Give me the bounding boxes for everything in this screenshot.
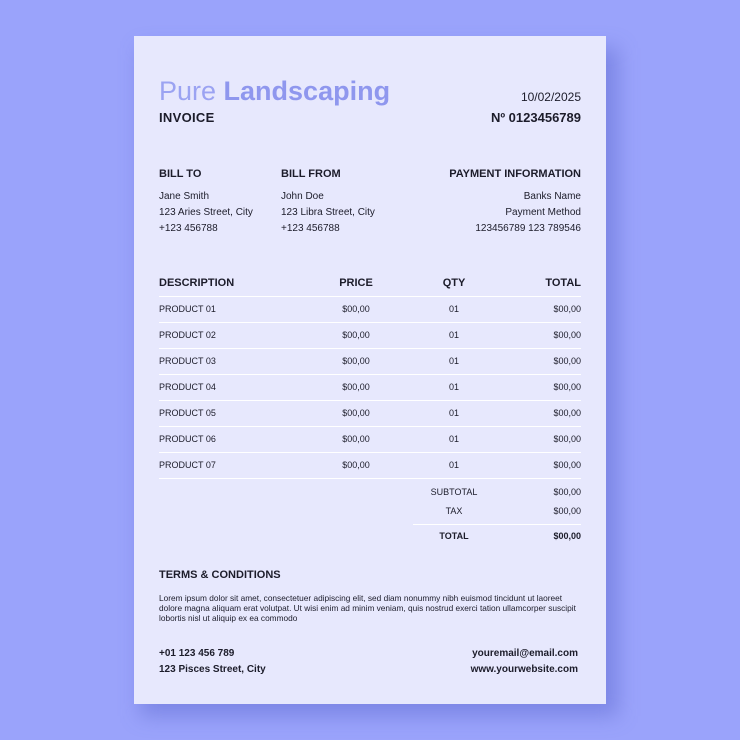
table-header [159, 276, 581, 297]
invoice-page [134, 36, 606, 704]
row-price: $00,00 [342, 408, 370, 418]
row-qty: 01 [448, 460, 459, 470]
footer-contact-left [159, 646, 266, 678]
header-price: PRICE [339, 277, 373, 289]
payment-bank: Banks Name [523, 191, 581, 202]
subtotal-label: SUBTOTAL [430, 487, 478, 497]
row-total: $00,00 [553, 330, 581, 340]
row-qty: 01 [448, 408, 459, 418]
table-row [159, 452, 581, 479]
row-price: $00,00 [342, 356, 370, 366]
row-qty: 01 [448, 434, 459, 444]
row-total: $00,00 [553, 304, 581, 314]
row-price: $00,00 [342, 460, 370, 470]
payment-account: 123456789 123 789546 [475, 223, 581, 234]
row-price: $00,00 [342, 382, 370, 392]
table-row [159, 426, 581, 453]
document-title: INVOICE [159, 110, 215, 125]
table-row [159, 296, 581, 323]
row-description: PRODUCT 04 [159, 382, 216, 392]
summary-divider [413, 524, 581, 525]
row-qty: 01 [448, 304, 459, 314]
row-description: PRODUCT 06 [159, 434, 216, 444]
row-total: $00,00 [553, 408, 581, 418]
invoice-date: 10/02/2025 [520, 90, 581, 104]
row-description: PRODUCT 05 [159, 408, 216, 418]
brand-name-light: Pure [159, 76, 224, 106]
table-row [159, 400, 581, 427]
bill-from-phone: +123 456788 [281, 223, 340, 234]
bill-to-heading: BILL TO [159, 168, 202, 180]
payment-heading: PAYMENT INFORMATION [449, 168, 581, 180]
table-row [159, 348, 581, 375]
row-price: $00,00 [342, 304, 370, 314]
row-description: PRODUCT 01 [159, 304, 216, 314]
table-row [159, 322, 581, 349]
row-total: $00,00 [553, 356, 581, 366]
header-total: TOTAL [545, 277, 581, 289]
row-total: $00,00 [553, 460, 581, 470]
header-description: DESCRIPTION [159, 277, 235, 289]
footer-contact-right [471, 646, 578, 678]
bill-to-name: Jane Smith [159, 191, 210, 202]
invoice-number: Nº 0123456789 [490, 110, 581, 125]
row-total: $00,00 [553, 382, 581, 392]
table-row [159, 374, 581, 401]
footer-email[interactable]: youremail@email.com [472, 648, 578, 659]
tax-label: TAX [445, 506, 463, 516]
bill-from-address: 123 Libra Street, City [281, 207, 375, 218]
brand-name-bold: Landscaping [223, 76, 391, 106]
bill-from-name: John Doe [281, 191, 324, 202]
row-description: PRODUCT 03 [159, 356, 216, 366]
bill-from-heading: BILL FROM [281, 168, 341, 180]
subtotal-value: $00,00 [553, 487, 581, 497]
row-price: $00,00 [342, 330, 370, 340]
bill-to-section [159, 168, 253, 237]
footer-phone: +01 123 456 789 [159, 648, 235, 659]
tax-value: $00,00 [553, 506, 581, 516]
terms-heading: TERMS & CONDITIONS [159, 569, 281, 581]
bill-to-phone: +123 456788 [159, 223, 218, 234]
payment-method: Payment Method [505, 207, 581, 218]
header-qty: QTY [442, 277, 466, 289]
total-value: $00,00 [553, 531, 581, 541]
total-label: TOTAL [439, 531, 469, 541]
row-total: $00,00 [553, 434, 581, 444]
brand-name [159, 76, 390, 107]
terms-text: Lorem ipsum dolor sit amet, consectetuer adipiscing elit, sed diam nonummy nibh euismod tincidunt ut laoreet dolore magna aliquam erat volutpat. Ut wisi enim ad minim veniam, quis nostrud exerci tation ullamcorper suscipit lobortis nisl ut aliquip ex ea commodo [159, 593, 576, 623]
bill-from-section [281, 168, 375, 237]
row-description: PRODUCT 02 [159, 330, 216, 340]
row-qty: 01 [448, 382, 459, 392]
footer-address: 123 Pisces Street, City [159, 664, 266, 675]
payment-section [449, 168, 581, 237]
row-description: PRODUCT 07 [159, 460, 216, 470]
footer-website[interactable]: www.yourwebsite.com [470, 664, 578, 675]
row-price: $00,00 [342, 434, 370, 444]
row-qty: 01 [448, 356, 459, 366]
bill-to-address: 123 Aries Street, City [159, 207, 253, 218]
row-qty: 01 [448, 330, 459, 340]
